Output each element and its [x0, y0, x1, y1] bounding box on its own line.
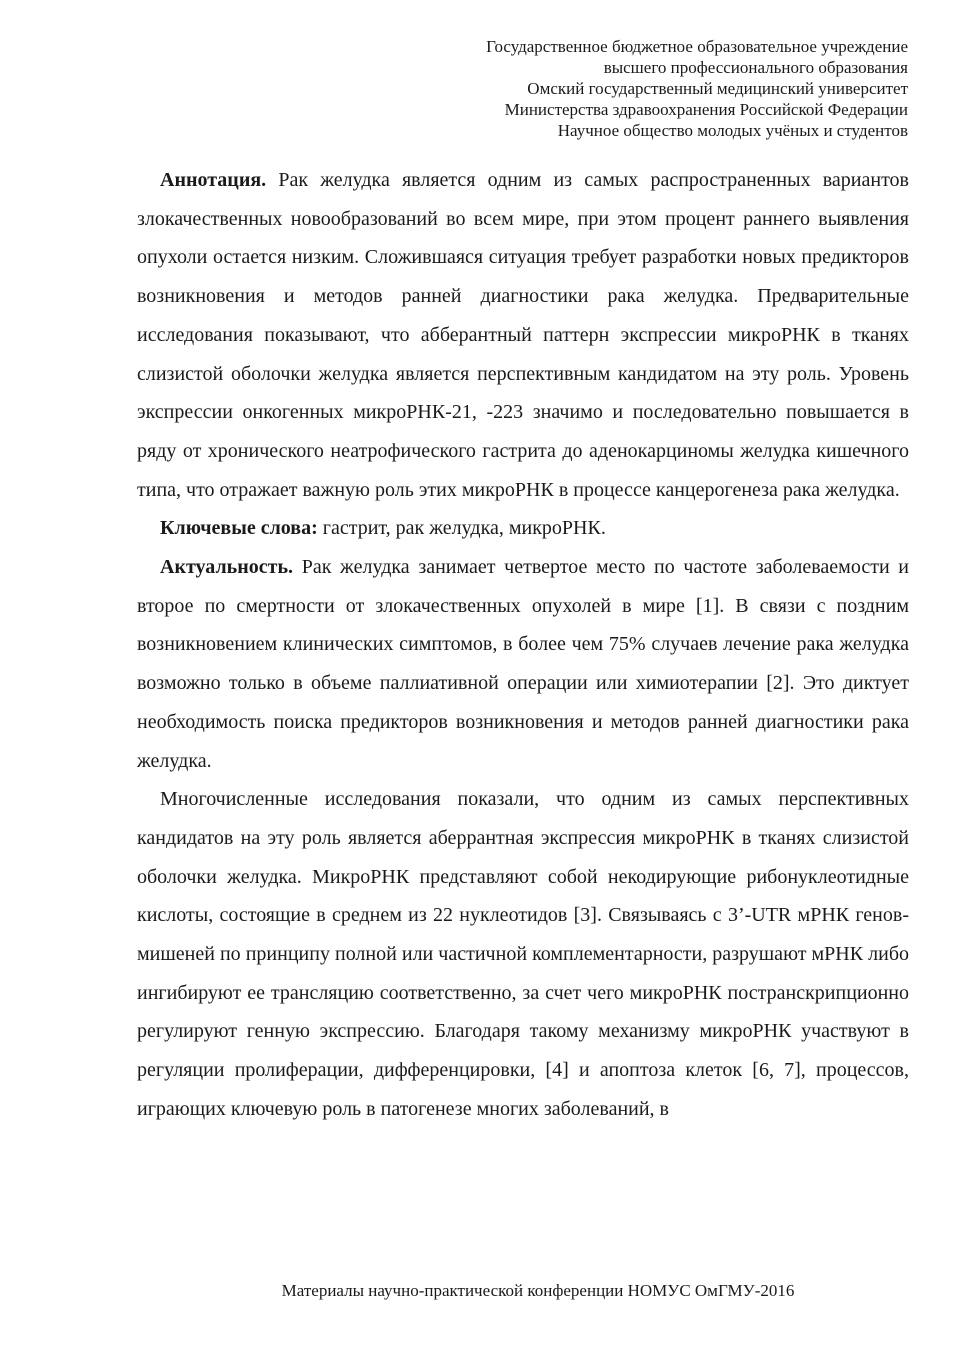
keywords-paragraph [137, 509, 909, 548]
conference-footer: Материалы научно-практической конференции НОМУС ОмГМУ-2016 [281, 1281, 795, 1300]
relevance-paragraph [137, 548, 909, 780]
header-line: Омский государственный медицинский университет [527, 79, 908, 98]
keywords-text: гастрит, рак желудка, микроРНК. [317, 517, 606, 540]
header-line: Государственное бюджетное образовательное учреждение [486, 37, 908, 56]
header-line: высшего профессионального образования [603, 58, 908, 77]
relevance-heading: Актуальность. [160, 556, 294, 579]
abstract-text: Рак желудка является одним из самых распространенных вариантов злокачественных новообразований во всем мире, при этом процент раннего выявления опухоли остается низким. Сложившаяся ситуация требует разработки новых предикторов возникновения и методов ранней диагностики рака желудка. Предварительные исследования показывают, что абберантный паттерн экспрессии микроРНК в тканях слизистой оболочки желудка является перспективным кандидатом на эту роль. Уровень экспрессии онкогенных микроРНК-21, -223 значимо и последовательно повышается в ряду от хронического неатрофического гастрита до аденокарциномы желудка кишечного типа, что отражает важную роль этих микроРНК в процессе канцерогенеза рака желудка. [137, 169, 909, 501]
article-body [137, 161, 909, 1129]
institution-header [288, 36, 908, 141]
keywords-heading: Ключевые слова: [160, 517, 318, 540]
studies-paragraph [137, 780, 909, 1128]
header-line: Министерства здравоохранения Российской Федерации [504, 100, 908, 119]
header-line: Научное общество молодых учёных и студентов [557, 121, 908, 140]
studies-text: Многочисленные исследования показали, что одним из самых перспективных кандидатов на эту роль является аберрантная экспрессия микроРНК в тканях слизистой оболочки желудка. МикроРНК представляют собой некодирующие рибонуклеотидные кислоты, состоящие в среднем из 22 нуклеотидов [3]. Связываясь с 3’-UTR мРНК генов-мишеней по принципу полной или частичной комплементарности, разрушают мРНК либо ингибируют ее трансляцию соответственно, за счет чего микроРНК постранскрипционно регулируют генную экспрессию. Благодаря такому механизму микроРНК участвуют в регуляции пролиферации, дифференцировки, [4] и апоптоза клеток [6, 7], процессов, играющих ключевую роль в патогенезе многих заболеваний, в [137, 788, 909, 1120]
abstract-paragraph [137, 161, 909, 509]
abstract-heading: Аннотация. [160, 169, 267, 191]
relevance-text: Рак желудка занимает четвертое место по частоте заболеваемости и второе по смертности от злокачественных опухолей в мире [1]. В связи с поздним возникновением клинических симптомов, в более чем 75% случаев лечение рака желудка возможно только в объеме паллиативной операции или химиотерапии [2]. Это диктует необходимость поиска предикторов возникновения и методов ранней диагностики рака желудка. [137, 556, 909, 772]
